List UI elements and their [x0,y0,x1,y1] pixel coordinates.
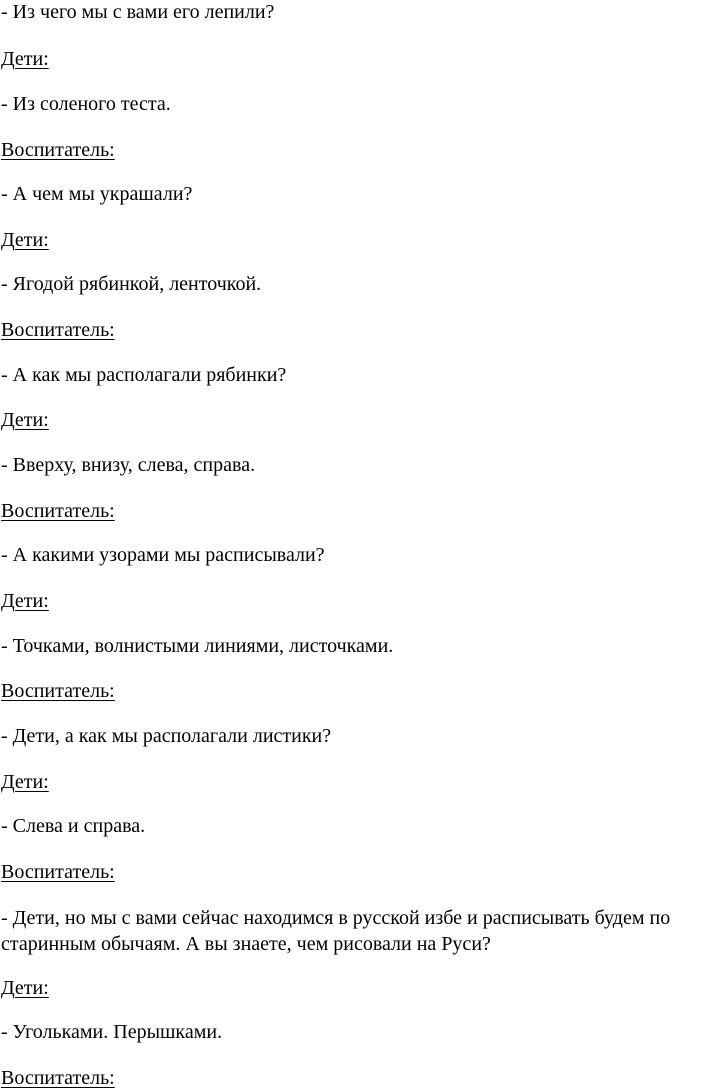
speech-line: - Из соленого теста. [1,93,171,115]
speaker-label-teacher: Воспитатель: [1,680,115,702]
speaker-label-children: Дети: [1,771,49,793]
speaker-label-children: Дети: [1,48,49,70]
speaker-label-children: Дети: [1,229,49,251]
speaker-label-children: Дети: [1,590,49,612]
speech-line: - Из чего мы с вами его лепили? [1,1,275,23]
speech-line: - А как мы располагали рябинки? [1,364,287,386]
speech-line: - Угольками. Перышками. [1,1021,223,1043]
speech-line: - Ягодой рябинкой, ленточкой. [1,273,262,295]
speech-line: - Точками, волнистыми линиями, листочками. [1,635,394,657]
speaker-label-teacher: Воспитатель: [1,500,115,522]
speech-line: - А чем мы украшали? [1,183,193,205]
speaker-label-teacher: Воспитатель: [1,319,115,341]
speaker-label-children: Дети: [1,977,49,999]
speech-paragraph: - Дети, но мы с вами сейчас находимся в русской избе и расписывать будем по старинным обычаям. А вы знаете, чем рисовали на Руси? [1,907,671,955]
speaker-label-teacher: Воспитатель: [1,139,115,161]
speaker-label-children: Дети: [1,409,49,431]
speaker-label-teacher: Воспитатель: [1,861,115,883]
speech-line: - Дети, а как мы располагали листики? [1,725,332,747]
speech-line: - Вверху, внизу, слева, справа. [1,454,256,476]
speaker-label-teacher: Воспитатель: [1,1067,115,1089]
speech-line: - Слева и справа. [1,815,146,837]
speech-line: - А какими узорами мы расписывали? [1,544,325,566]
